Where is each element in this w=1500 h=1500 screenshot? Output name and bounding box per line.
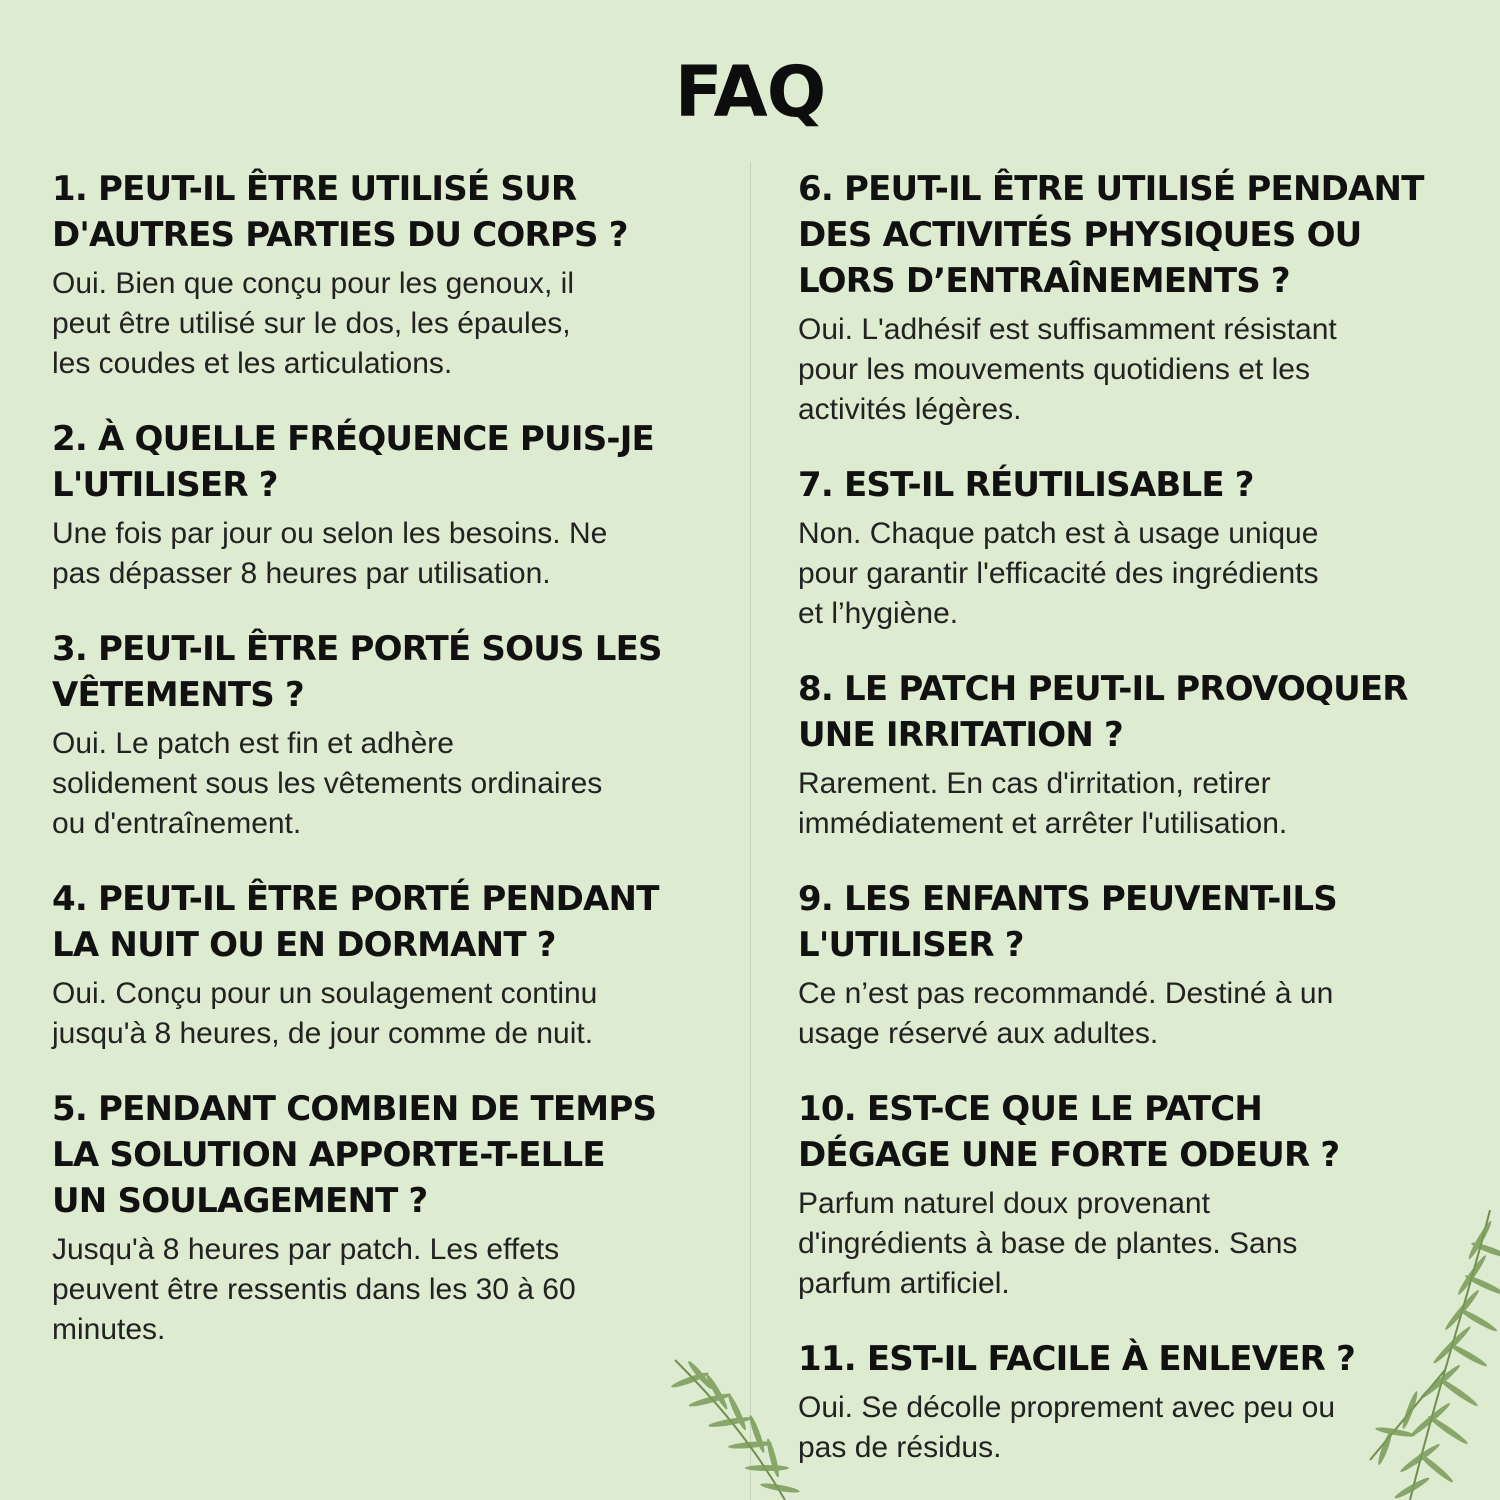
faq-item-4	[52, 876, 712, 1054]
faq-question: 7. EST-IL RÉUTILISABLE ?	[798, 465, 1254, 505]
faq-item-5	[52, 1086, 712, 1350]
faq-answer: Oui. Le patch est fin et adhère solidement sous les vêtements ordinaires ou d'entraînement.	[52, 727, 603, 840]
faq-answer: Une fois par jour ou selon les besoins. Ne pas dépasser 8 heures par utilisation.	[52, 517, 608, 590]
faq-answer: Ce n’est pas recommandé. Destiné à un usage réservé aux adultes.	[798, 977, 1334, 1050]
faq-question: 8. LE PATCH PEUT-IL PROVOQUER UNE IRRITATION ?	[798, 669, 1408, 755]
faq-question: 4. PEUT-IL ÊTRE PORTÉ PENDANT LA NUIT OU EN DORMANT ?	[52, 879, 659, 965]
page-title: FAQ	[674, 51, 826, 133]
faq-item-6	[798, 166, 1458, 430]
faq-answer: Oui. Bien que conçu pour les genoux, il peut être utilisé sur le dos, les épaules, les coudes et les articulations.	[52, 267, 574, 380]
faq-item-1	[52, 166, 712, 384]
faq-item-10	[798, 1086, 1458, 1304]
faq-answer: Parfum naturel doux provenant d'ingrédients à base de plantes. Sans parfum artificiel.	[798, 1187, 1298, 1300]
faq-question: 2. À QUELLE FRÉQUENCE PUIS-JE L'UTILISER ?	[52, 419, 654, 505]
faq-question: 5. PENDANT COMBIEN DE TEMPS LA SOLUTION APPORTE-T-ELLE UN SOULAGEMENT ?	[52, 1089, 657, 1221]
faq-item-8	[798, 666, 1458, 844]
faq-answer: Non. Chaque patch est à usage unique pour garantir l'efficacité des ingrédients et l’hygiène.	[798, 517, 1319, 630]
faq-question: 10. EST-CE QUE LE PATCH DÉGAGE UNE FORTE ODEUR ?	[798, 1089, 1340, 1175]
faq-question: 1. PEUT-IL ÊTRE UTILISÉ SUR D'AUTRES PARTIES DU CORPS ?	[52, 169, 628, 255]
faq-item-3	[52, 626, 712, 844]
faq-question: 6. PEUT-IL ÊTRE UTILISÉ PENDANT DES ACTIVITÉS PHYSIQUES OU LORS D’ENTRAÎNEMENTS ?	[798, 169, 1424, 301]
faq-answer: Jusqu'à 8 heures par patch. Les effets peuvent être ressentis dans les 30 à 60 minutes.	[52, 1233, 576, 1346]
faq-question: 11. EST-IL FACILE À ENLEVER ?	[798, 1339, 1356, 1379]
faq-answer: Oui. Conçu pour un soulagement continu jusqu'à 8 heures, de jour comme de nuit.	[52, 977, 598, 1050]
faq-question: 3. PEUT-IL ÊTRE PORTÉ SOUS LES VÊTEMENTS ?	[52, 629, 662, 715]
faq-item-9	[798, 876, 1458, 1054]
faq-item-2	[52, 416, 712, 594]
faq-answer: Oui. L'adhésif est suffisamment résistant pour les mouvements quotidiens et les activités légères.	[798, 313, 1337, 426]
faq-item-7	[798, 462, 1458, 634]
faq-answer: Oui. Se décolle proprement avec peu ou pas de résidus.	[798, 1391, 1335, 1464]
faq-question: 9. LES ENFANTS PEUVENT-ILS L'UTILISER ?	[798, 879, 1337, 965]
column-divider	[750, 162, 751, 1500]
faq-answer: Rarement. En cas d'irritation, retirer immédiatement et arrêter l'utilisation.	[798, 767, 1288, 840]
faq-item-11	[798, 1336, 1458, 1468]
